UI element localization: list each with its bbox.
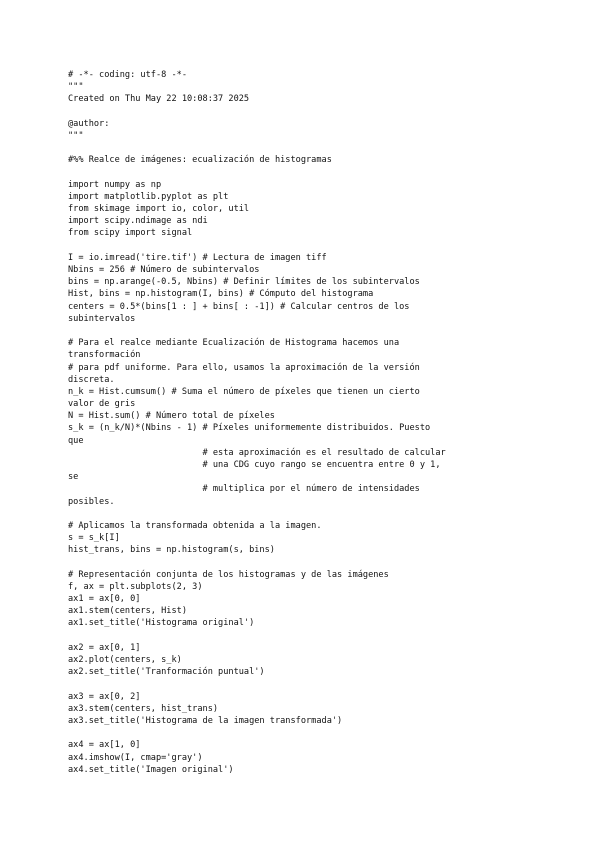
code-line: n_k = Hist.cumsum() # Suma el número de píxeles que tienen un cierto [68, 386, 420, 397]
code-line: # -*- coding: utf-8 -*- [68, 70, 187, 80]
code-line: # esta aproximación es el resultado de calcular [68, 447, 446, 458]
code-line: import numpy as np [68, 179, 162, 190]
code-line: centers = 0.5*(bins[1 : ] + bins[ : -1]) # Calcular centros de los [68, 301, 410, 312]
code-line: from scipy import signal [68, 228, 193, 239]
code-line: # Representación conjunta de los histogramas y de las imágenes [68, 569, 389, 580]
code-line: transformación [68, 350, 141, 361]
code-line: Created on Thu May 22 10:08:37 2025 [68, 94, 250, 105]
code-line [68, 240, 568, 252]
code-line: Nbins = 256 # Número de subintervalos [68, 265, 260, 275]
code-line: que [68, 435, 84, 446]
code-line: ax2.plot(centers, s_k) [68, 655, 182, 665]
code-line: ax1.set_title('Histograma original') [68, 618, 255, 629]
code-line: """ [68, 82, 84, 93]
code-line: # para pdf uniforme. Para ello, usamos la aproximación de la versión [68, 362, 420, 373]
code-line [68, 678, 568, 690]
code-line: ax4.set_title('Imagen original') [68, 764, 234, 775]
code-line: ax2 = ax[0, 1] [68, 642, 141, 653]
code-line: valor de gris [68, 399, 136, 410]
code-line: subintervalos [68, 313, 136, 324]
code-line [68, 508, 568, 520]
code-line: """ [68, 130, 84, 141]
code-line: #%% Realce de imágenes: ecualización de histogramas [68, 155, 332, 166]
code-line [68, 325, 568, 337]
code-line: s = s_k[I] [68, 533, 120, 544]
code-line [68, 727, 568, 739]
code-line: ax4 = ax[1, 0] [68, 740, 141, 751]
code-line: # Aplicamos la transformada obtenida a la imagen. [68, 520, 322, 531]
code-line: ax1 = ax[0, 0] [68, 594, 141, 605]
code-line: # una CDG cuyo rango se encuentra entre 0 y 1, [68, 460, 441, 470]
code-line: hist_trans, bins = np.histogram(s, bins) [68, 545, 275, 556]
code-line [68, 557, 568, 569]
code-line: discreta. [68, 374, 115, 385]
code-listing [68, 69, 568, 776]
code-line: import scipy.ndimage as ndi [68, 216, 208, 227]
code-line: import matplotlib.pyplot as plt [68, 191, 229, 202]
code-line: ax3.stem(centers, hist_trans) [68, 703, 219, 714]
code-line: Hist, bins = np.histogram(I, bins) # Cómputo del histograma [68, 289, 374, 300]
code-line [68, 167, 568, 179]
code-line: ax3 = ax[0, 2] [68, 691, 141, 702]
code-line [68, 142, 568, 154]
code-line: bins = np.arange(-0.5, Nbins) # Definir límites de los subintervalos [68, 277, 420, 288]
code-line: ax2.set_title('Tranformación puntual') [68, 667, 265, 678]
code-line [68, 106, 568, 118]
code-line: f, ax = plt.subplots(2, 3) [68, 581, 203, 592]
code-line: from skimage import io, color, util [68, 204, 250, 215]
code-line: se [68, 472, 79, 483]
code-line: s_k = (n_k/N)*(Nbins - 1) # Píxeles uniformemente distribuidos. Puesto [68, 423, 431, 434]
code-line: ax1.stem(centers, Hist) [68, 606, 187, 617]
code-line: ax4.imshow(I, cmap='gray') [68, 752, 203, 763]
code-line: # Para el realce mediante Ecualización de Histograma hacemos una [68, 338, 400, 349]
code-line: # multiplica por el número de intensidades [68, 484, 420, 495]
code-line: posibles. [68, 496, 115, 507]
code-line: @author: [68, 118, 110, 129]
code-line [68, 630, 568, 642]
code-line: N = Hist.sum() # Número total de píxeles [68, 411, 275, 422]
code-line: I = io.imread('tire.tif') # Lectura de imagen tiff [68, 252, 327, 263]
code-line: ax3.set_title('Histograma de la imagen transformada') [68, 715, 343, 726]
